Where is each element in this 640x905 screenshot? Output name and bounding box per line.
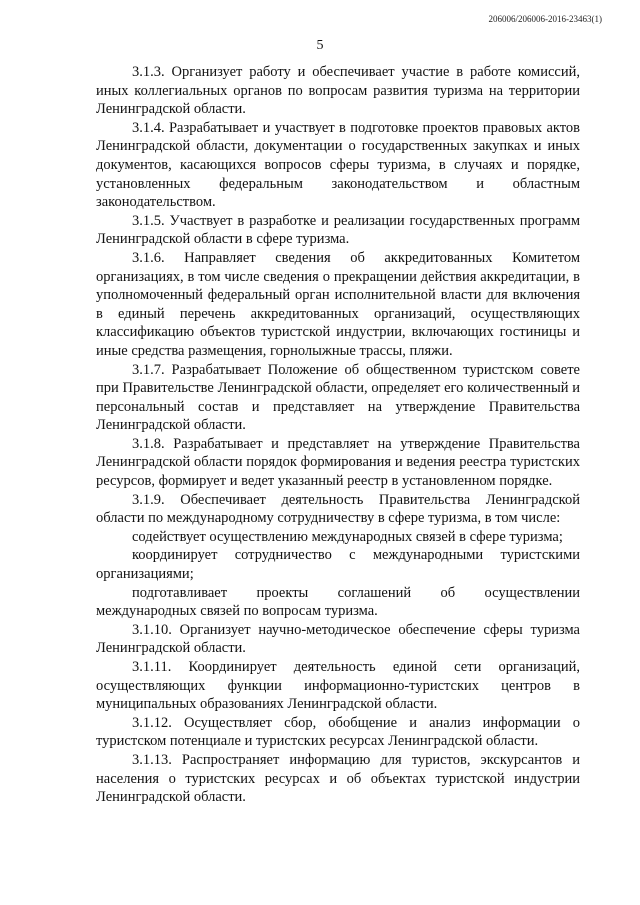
paragraph-3-1-10: 3.1.10. Организует научно-методическое обеспечение сферы туризма Ленинградской области. — [96, 621, 580, 657]
paragraph-3-1-7: 3.1.7. Разрабатывает Положение об общественном туристском совете при Правительстве Ленинградской области, определяет его количественный и персональный состав и представляет на утверждение Правительства Ленинградской области. — [96, 361, 580, 434]
paragraph-3-1-5: 3.1.5. Участвует в разработке и реализации государственных программ Ленинградской области в сфере туризма. — [96, 212, 580, 248]
paragraph-3-1-12: 3.1.12. Осуществляет сбор, обобщение и анализ информации о туристском потенциале и туристских ресурсах Ленинградской области. — [96, 714, 580, 750]
document-id: 206006/206006-2016-23463(1) — [488, 14, 602, 24]
paragraph-3-1-9-item-3: подготавливает проекты соглашений об осуществлении международных связей по вопросам туризма. — [96, 584, 580, 620]
paragraph-3-1-13: 3.1.13. Распространяет информацию для туристов, экскурсантов и населения о туристских ресурсах и об объектах туристской индустрии Ленинградской области. — [96, 751, 580, 806]
paragraph-3-1-9: 3.1.9. Обеспечивает деятельность Правительства Ленинградской области по международному сотрудничеству в сфере туризма, в том числе: — [96, 491, 580, 527]
paragraph-3-1-11: 3.1.11. Координирует деятельность единой сети организаций, осуществляющих функции информационно-туристских центров в муниципальных образованиях Ленинградской области. — [96, 659, 580, 713]
paragraph-3-1-6: 3.1.6. Направляет сведения об аккредитованных Комитетом организациях, в том числе сведения о прекращении действия аккредитации, в уполномоченный федеральный орган исполнительной власти для включения в единый перечень аккредитованных организаций, осуществляющих классификацию объектов туристской индустрии, включающих гостиницы и иные средства размещения, горнолыжные трассы, пляжи. — [96, 249, 580, 359]
document-body — [96, 63, 580, 807]
paragraph-3-1-8: 3.1.8. Разрабатывает и представляет на утверждение Правительства Ленинградской области порядок формирования и ведения реестра туристских ресурсов, формирует и ведет указанный реестр в установленном порядке. — [96, 435, 580, 490]
paragraph-3-1-4: 3.1.4. Разрабатывает и участвует в подготовке проектов правовых актов Ленинградской области, документации о государственных закупках и иных документов, касающихся вопросов сферы туризма, в случаях и порядке, установленных федеральным законодательством и областным законодательством. — [96, 119, 580, 211]
paragraph-3-1-9-item-1: содействует осуществлению международных связей в сфере туризма; — [132, 528, 563, 545]
paragraph-3-1-3: 3.1.3. Организует работу и обеспечивает участие в работе комиссий, иных коллегиальных органов по вопросам развития туризма на территории Ленинградской области. — [96, 64, 580, 118]
page-number: 5 — [316, 38, 324, 53]
paragraph-3-1-9-item-2: координирует сотрудничество с международными туристскими организациями; — [96, 547, 580, 583]
